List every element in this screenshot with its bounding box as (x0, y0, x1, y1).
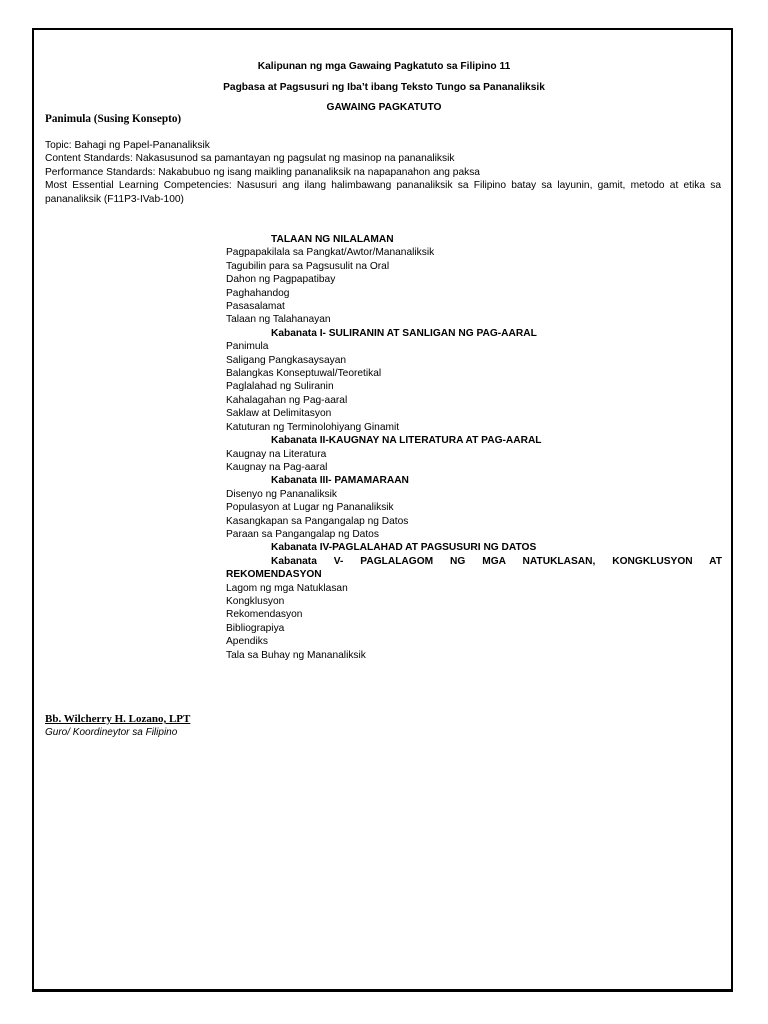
chapter-4-heading: Kabanata IV-PAGLALAHAD AT PAGSUSURI NG DATOS (271, 542, 537, 554)
performance-standards-line: Performance Standards: Nakabubuo ng isang maikling pananaliksik na napapanahon ang paksa (45, 166, 480, 178)
signatory-role: Guro/ Koordineytor sa Filipino (45, 727, 178, 738)
toc-item: Katuturan ng Terminolohiyang Ginamit (226, 421, 400, 433)
competencies-line: Most Essential Learning Competencies: Nasusuri ang ilang halimbawang pananaliksik sa Filipino batay sa layunin, gamit, metodo at etika sa pananaliksik (F11P3-IVab-100) (45, 180, 721, 205)
toc-title: TALAAN NG NILALAMAN (271, 234, 394, 245)
toc-item: Kaugnay na Literatura (226, 448, 327, 460)
signatory-name: Bb. Wilcherry H. Lozano, LPT (45, 713, 191, 725)
toc-item: Lagom ng mga Natuklasan (226, 582, 348, 594)
toc-item: Kasangkapan sa Pangangalap ng Datos (226, 515, 409, 527)
toc-item: Tagubilin para sa Pagsusulit na Oral (226, 260, 390, 272)
toc-item: Kongklusyon (226, 595, 285, 607)
toc-item: Rekomendasyon (226, 609, 303, 621)
toc-item: Pagpapakilala sa Pangkat/Awtor/Mananaliksik (226, 247, 435, 259)
toc-item: Dahon ng Pagpapatibay (226, 274, 336, 286)
toc-item: Saligang Pangkasaysayan (226, 354, 347, 366)
activity-heading: GAWAING PAGKATUTO (326, 102, 442, 113)
topic-line: Topic: Bahagi ng Papel-Pananaliksik (45, 140, 210, 151)
table-of-contents (226, 233, 722, 662)
chapter-1-heading: Kabanata I- SULIRANIN AT SANLIGAN NG PAG-AARAL (271, 327, 537, 339)
document-subtitle: Pagbasa at Pagsusuri ng Iba’t ibang Teksto Tungo sa Pananaliksik (223, 82, 545, 93)
intro-heading: Panimula (Susing Konsepto) (45, 113, 182, 125)
toc-item: Talaan ng Talahanayan (226, 314, 331, 326)
toc-item: Paghahandog (226, 287, 290, 299)
toc-item: Apendiks (226, 636, 268, 648)
chapter-3-heading: Kabanata III- PAMAMARAAN (271, 475, 409, 487)
toc-item: Panimula (226, 341, 269, 353)
chapter-2-heading: Kabanata II-KAUGNAY NA LITERATURA AT PAG-AARAL (271, 435, 542, 447)
toc-item: Bibliograpiya (226, 622, 285, 634)
toc-item: Paglalahad ng Suliranin (226, 381, 334, 393)
toc-item: Saklaw at Delimitasyon (226, 408, 332, 420)
intro-section (45, 139, 721, 206)
document-title: Kalipunan ng mga Gawaing Pagkatuto sa Filipino 11 (257, 61, 511, 72)
toc-item: Kahalagahan ng Pag-aaral (226, 394, 348, 406)
toc-item: Paraan sa Pangangalap ng Datos (226, 528, 379, 540)
toc-item: Pasasalamat (226, 301, 285, 313)
toc-item: Tala sa Buhay ng Mananaliksik (226, 649, 366, 661)
toc-item: Disenyo ng Pananaliksik (226, 488, 337, 500)
chapter-5-heading: Kabanata V- PAGLALAGOM NG MGA NATUKLASAN, KONGKLUSYON AT REKOMENDASYON (226, 555, 722, 581)
toc-item: Kaugnay na Pag-aaral (226, 461, 328, 473)
toc-item: Balangkas Konseptuwal/Teoretikal (226, 368, 382, 380)
content-standards-line: Content Standards: Nakasusunod sa pamantayan ng pagsulat ng masinop na pananaliksik (45, 153, 455, 165)
toc-item: Populasyon at Lugar ng Pananaliksik (226, 502, 394, 514)
